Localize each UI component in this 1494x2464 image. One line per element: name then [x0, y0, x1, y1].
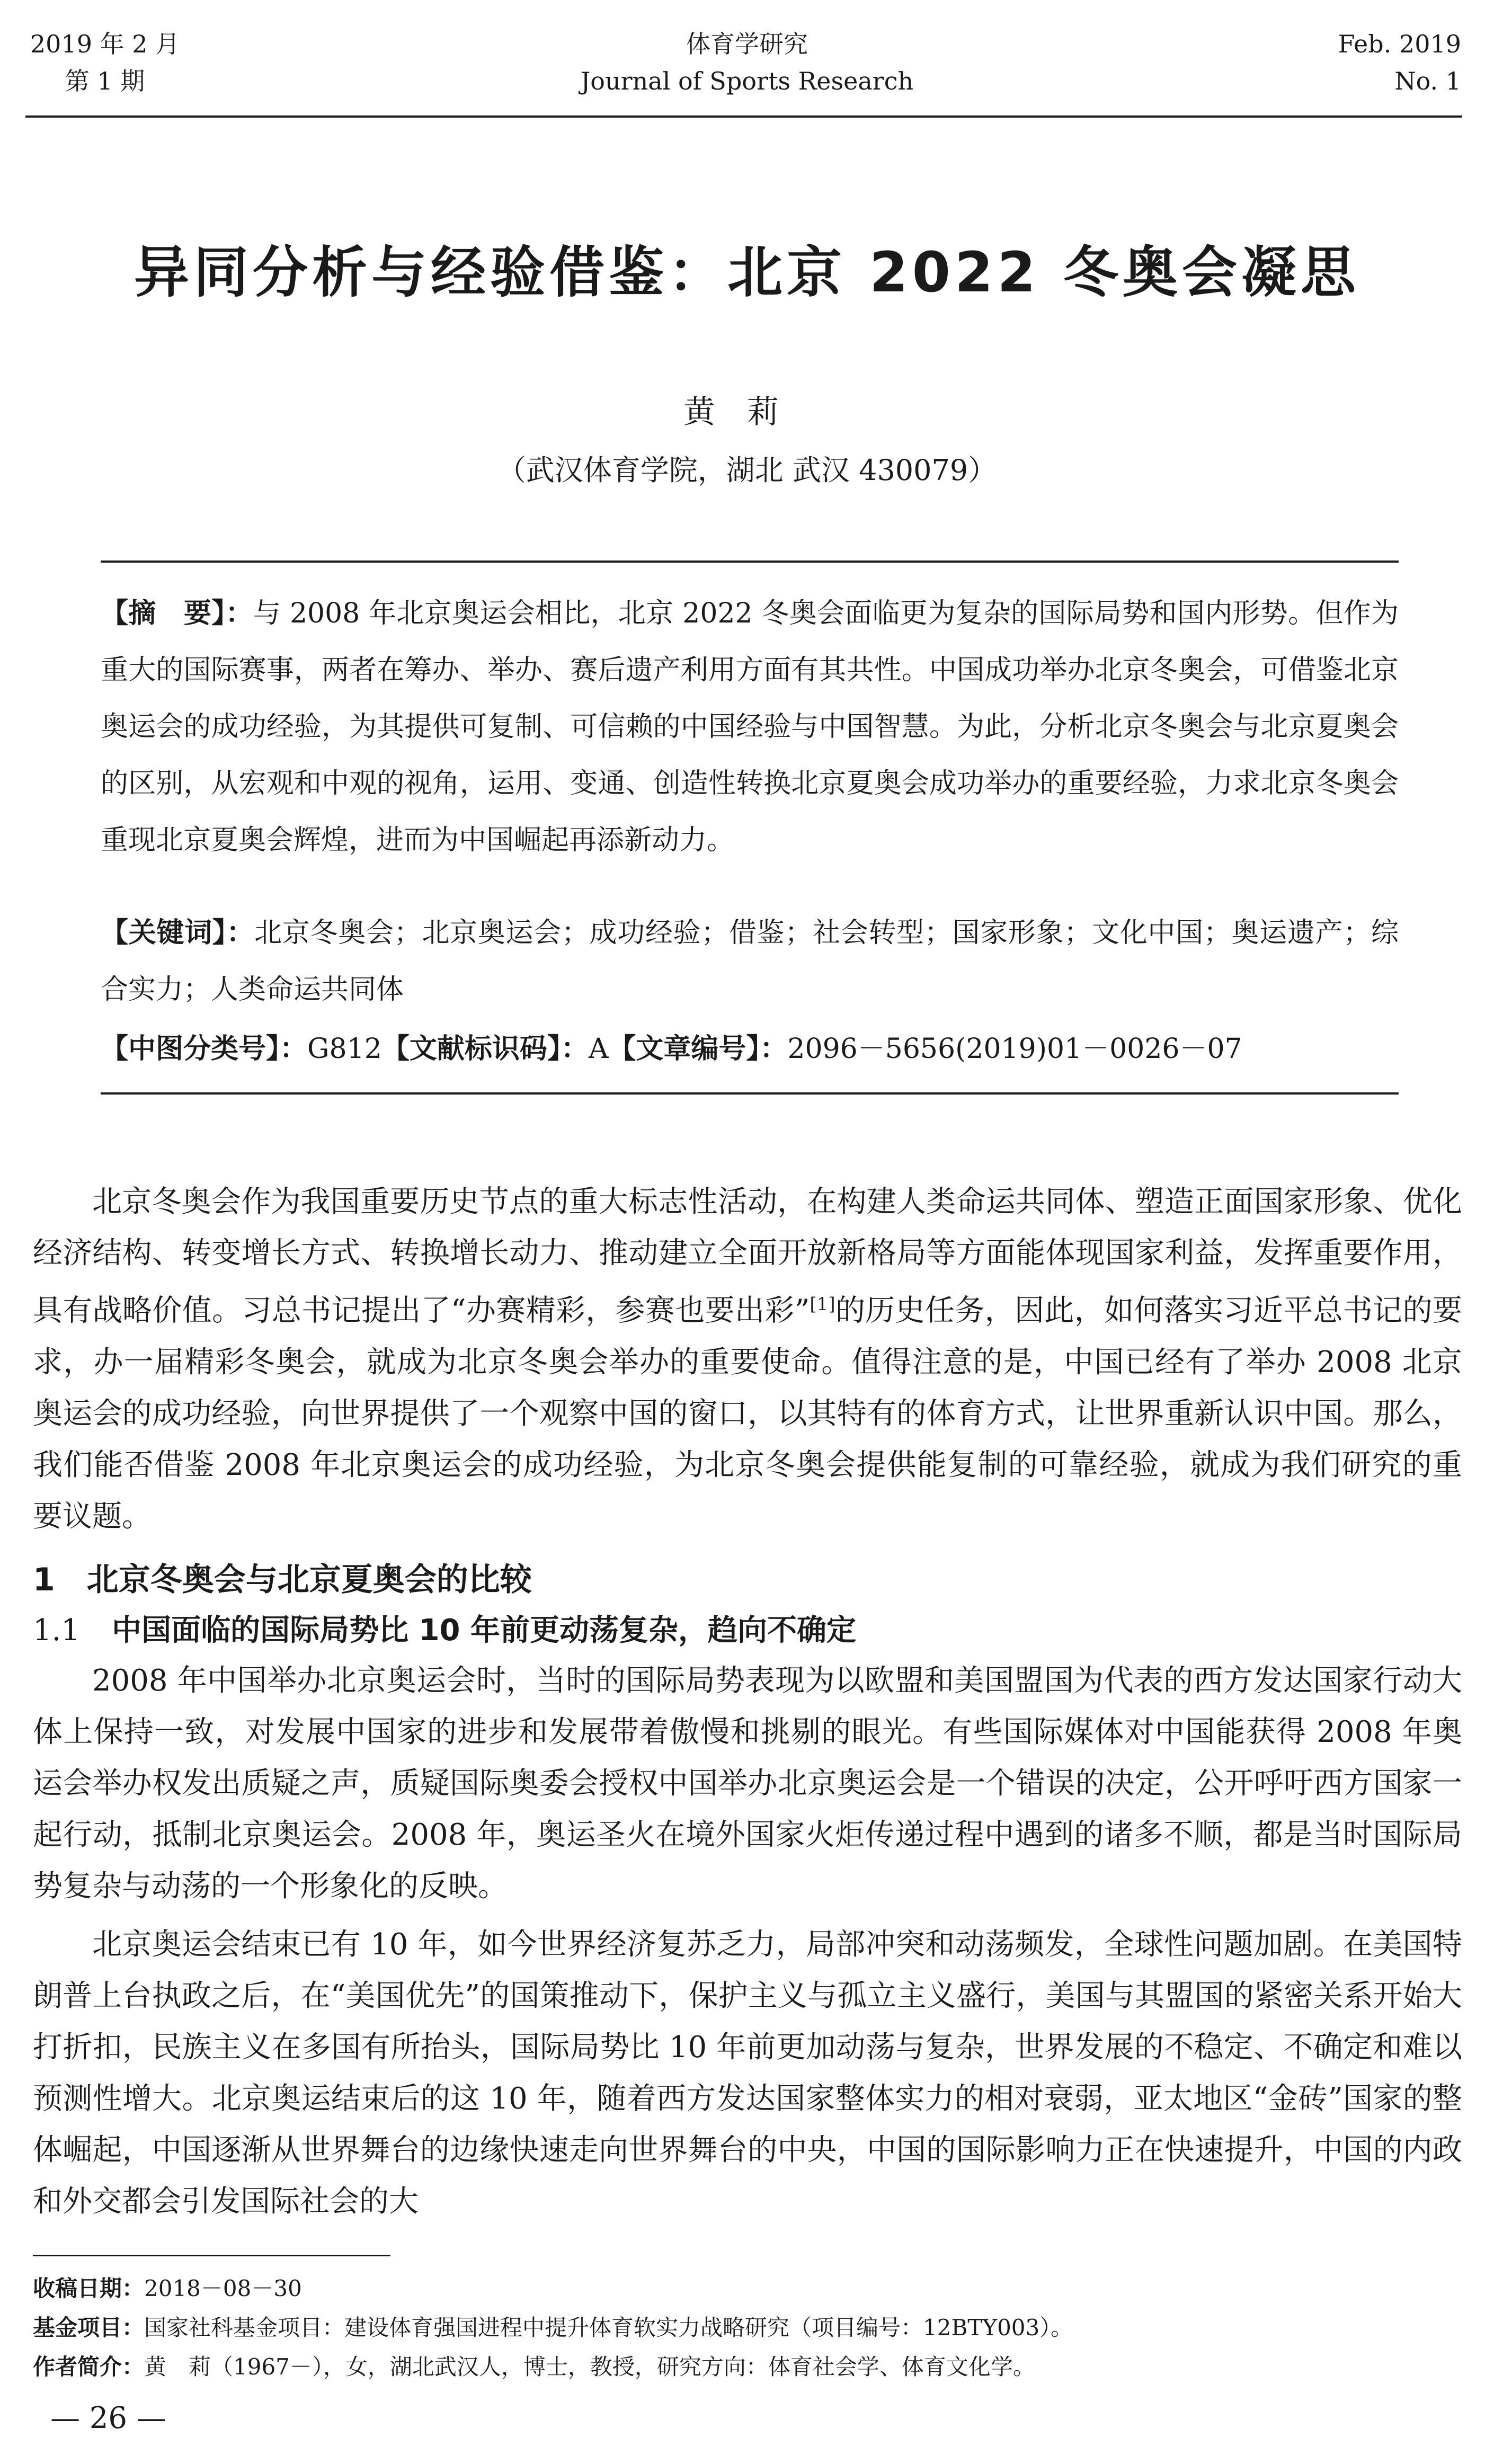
clc-value: G812 [307, 1033, 382, 1065]
author-bio-label: 作者简介： [33, 2354, 145, 2380]
paragraph-1: 2008 年中国举办北京奥运会时，当时的国际局势表现为以欧盟和美国盟国为代表的西方发达国家行动大体上保持一致，对发展中国家的进步和发展带着傲慢和挑剔的眼光。有些国际媒体对中国能获得 2008 年奥运会举办权发出质疑之声，质疑国际奥委会授权中国举办北京奥运会是一个错误的决定，公开呼吁西方国家一起行动，抵制北京奥运会。2008 年，奥运圣火在境外国家火炬传递过程中遇到的诸多不顺，都是当时国际局势复杂与动荡的一个形象化的反映。 [33, 1664, 1462, 1903]
intro-text-1: 北京冬奥会作为我国重要历史节点的重大标志性活动，在构建人类命运共同体、塑造正面国家形象、优化经济结构、转变增长方式、转换增长动力、推动建立全面开放新格局等方面能体现国家利益，发挥重要作用，具有战略价值。习总书记提出了“办赛精彩，参赛也要出彩” [33, 1185, 1462, 1328]
doc-code-value: A [588, 1033, 609, 1065]
journal-name-cn: 体育学研究 [686, 30, 808, 58]
page-number: — 26 — [50, 2401, 166, 2435]
author-bio-text: 黄 莉（1967－），女，湖北武汉人，博士，教授，研究方向：体育社会学、体育文化学。 [144, 2354, 1035, 2380]
section-1-1-number: 1.1 [33, 1613, 81, 1648]
paragraph-2: 北京奥运会结束已有 10 年，如今世界经济复苏乏力，局部冲突和动荡频发，全球性问题加剧。在美国特朗普上台执政之后，在“美国优先”的国策推动下，保护主义与孤立主义盛行，美国与其盟国的紧密关系开始大打折扣，民族主义在多国有所抬头，国际局势比 10 年前更加动荡与复杂，世界发展的不稳定、不确定和难以预测性增大。北京奥运结束后的这 10 年，随着西方发达国家整体实力的相对衰弱，亚太地区“金砖”国家的整体崛起，中国逐渐从世界舞台的边缘快速走向世界舞台的中央，中国的国际影响力正在快速提升，中国的内政和外交都会引发国际社会的大 [33, 1927, 1462, 2219]
section-1-title: 北京冬奥会与北京夏奥会的比较 [86, 1561, 532, 1598]
abstract-top-rule [101, 561, 1399, 563]
footnote-fund [33, 2308, 1462, 2347]
author-affiliation: （武汉体育学院，湖北 武汉 430079） [497, 453, 997, 487]
intro-paragraph [33, 1176, 1462, 1542]
citation-1[interactable]: [1] [810, 1294, 835, 1315]
header-rule [25, 115, 1462, 118]
keywords-text: 北京冬奥会；北京奥运会；成功经验；借鉴；社会转型；国家形象；文化中国；奥运遗产；综合实力；人类命运共同体 [101, 917, 1399, 1006]
article-no-value: 2096－5656(2019)01－0026－07 [787, 1033, 1242, 1065]
fund-text: 国家社科基金项目：建设体育强国进程中提升体育软实力战略研究（项目编号：12BTY003）。 [144, 2315, 1073, 2341]
intro-text-2: 的历史任务，因此，如何落实习近平总书记的要求，办一届精彩冬奥会，就成为北京冬奥会举办的重要使命。值得注意的是，中国已经有了举办 2008 北京奥运会的成功经验，向世界提供了一个观察中国的窗口，以其特有的体育方式，让世界重新认识中国。那么，我们能否借鉴 2008 年北京奥运会的成功经验，为北京冬奥会提供能复制的可靠经验，就成为我们研究的重要议题。 [33, 1293, 1462, 1534]
footnote-author [33, 2347, 1462, 2387]
abstract-bottom-rule [101, 1092, 1399, 1095]
issue-date: 2019 年 2 月 [30, 30, 180, 58]
clc-label: 【中图分类号】： [101, 1033, 308, 1065]
author-name: 黄莉 [683, 394, 811, 431]
issue-date-en: Feb. 2019 [1338, 30, 1461, 58]
fund-label: 基金项目： [33, 2315, 145, 2341]
section-1-heading [33, 1556, 1462, 1604]
abstract-label: 【摘 要】： [101, 598, 253, 629]
section-1-1-heading [33, 1607, 1462, 1654]
doc-code-label: 【文献标识码】： [381, 1033, 589, 1065]
keywords-label: 【关键词】： [101, 917, 255, 949]
issue-number-cn: 第 1 期 [65, 67, 145, 95]
received-label: 收稿日期： [33, 2275, 145, 2301]
received-date: 2018－08－30 [144, 2275, 302, 2301]
article-no-label: 【文章编号】： [608, 1033, 788, 1065]
footnote-rule [33, 2255, 390, 2256]
abstract-text: 与 2008 年北京奥运会相比，北京 2022 冬奥会面临更为复杂的国际局势和国内形势。但作为重大的国际赛事，两者在筹办、举办、赛后遗产利用方面有其共性。中国成功举办北京冬奥会，可借鉴北京奥运会的成功经验，为其提供可复制、可信赖的中国经验与中国智慧。为此，分析北京冬奥会与北京夏奥会的区别，从宏观和中观的视角，运用、变通、创造性转换北京夏奥会成功举办的重要经验，力求北京冬奥会重现北京夏奥会辉煌，进而为中国崛起再添新动力。 [101, 598, 1399, 856]
abstract [101, 585, 1399, 869]
footnote-received [33, 2269, 1462, 2308]
issue-number-en: No. 1 [1394, 67, 1461, 95]
journal-date-issue-en [1249, 25, 1461, 100]
journal-date-issue [25, 25, 184, 100]
section-1-1-title: 中国面临的国际局势比 10 年前更动荡复杂，趋向不确定 [112, 1613, 856, 1648]
article-title: 异同分析与经验借鉴：北京 2022 冬奥会凝思 [134, 240, 1360, 305]
journal-name [509, 25, 985, 100]
classification-line [101, 1028, 1399, 1070]
journal-name-en: Journal of Sports Research [580, 67, 914, 95]
section-1-number: 1 [33, 1561, 55, 1598]
keywords [101, 905, 1399, 1018]
